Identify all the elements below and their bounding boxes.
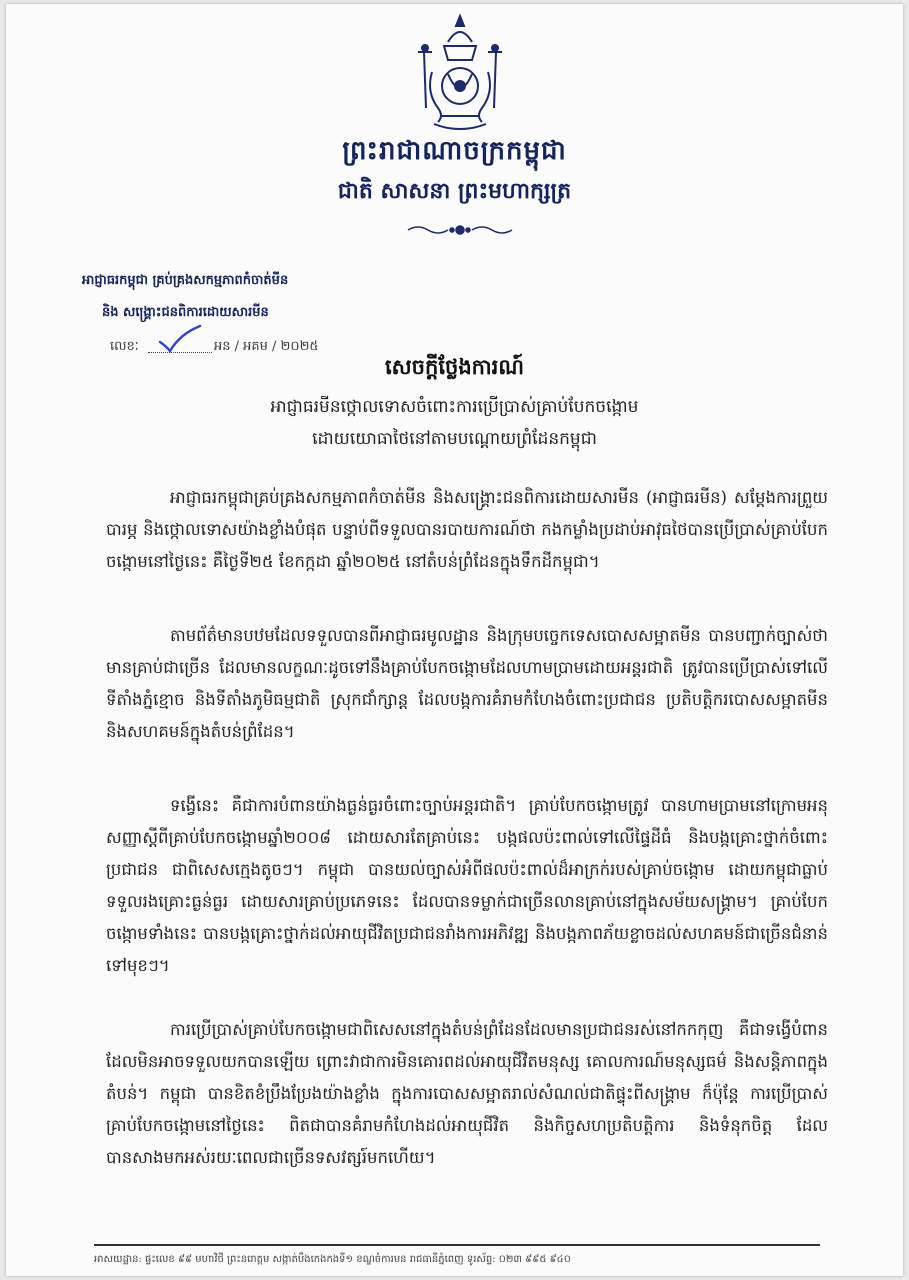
document-subtitle-line2: ដោយយោធាថៃនៅតាមបណ្តោយព្រំដែនកម្ពុជា [312,429,597,449]
paragraph-4: ការប្រើប្រាស់គ្រាប់បែកចង្កោមជាពិសេសនៅក្នុងតំបន់ព្រំដែនដែលមានប្រជាជនរស់នៅកកកុញ គឺជាទង្វើបំពានដែលមិនអាចទទួលយកបានឡើយ ព្រោះវាជាការមិនគោរពដល់អាយុជីវិតមនុស្ស គោលការណ៍មនុស្សធម៌ និងសន្តិភាពក្នុងតំបន់។ កម្ពុជា បានខិតខំប្រឹងប្រែងយ៉ាងខ្លាំង ក្នុងការបោសសម្អាតរាល់សំណល់ជាតិផ្ទុះពីសង្គ្រាម ក៏ប៉ុន្តែ ការប្រើប្រាស់គ្រាប់បែកចង្កោមនៅថ្ងៃនេះ ពិតជាបានគំរាមកំហែងដល់អាយុជីវិត និងកិច្ចសហប្រតិបត្តិការ និងទំនុកចិត្ត ដែលបានសាងមកអស់រយៈពេលជាច្រើនទសវត្សរ៍មកហើយ។ [106,1020,828,1167]
reference-label: លេខៈ [110,339,139,354]
org-name-line2: និង សង្គ្រោះជនពិការដោយសារមីន [102,305,269,320]
footer-address: អាសយដ្ឋាន: ផ្ទះលេខ ៩៩ មហាវិថី ព្រះនរោត្តម សង្កាត់បឹងកេងកងទី១ ខណ្ឌចំការមន រាជធានីភ្នំពេញ ទូរស័ព្ទ: ០២៣ ៩៩៥ ៩៤០ [94,1254,571,1265]
national-motto: ជាតិ សាសនា ព្រះមហាក្សត្រ [337,178,572,204]
document-title: សេចក្តីថ្លែងការណ៍ [385,354,524,379]
footer-divider [94,1244,820,1246]
ornament-divider-icon [404,222,516,238]
royal-emblem-icon [404,12,516,136]
checkmark-icon [154,324,202,354]
paragraph-3: ទង្វើនេះ គឺជាការបំពានយ៉ាងធ្ងន់ធ្ងរចំពោះច្បាប់អន្តរជាតិ។ គ្រាប់បែកចង្កោមត្រូវ បានហាមប្រាមនៅក្រោមអនុសញ្ញាស្តីពីគ្រាប់បែកចង្កោមឆ្នាំ២០០៨ ដោយសារតែគ្រាប់នេះ បង្កផលប៉ះពាល់ទៅលើផ្ទៃដីធំ និងបង្កគ្រោះថ្នាក់ចំពោះប្រជាជន ជាពិសេសក្មេងតូចៗ។ កម្ពុជា បានយល់ច្បាស់អំពីផលប៉ះពាល់ដ៏អាក្រក់របស់គ្រាប់ចង្កោម ដោយកម្ពុជាធ្លាប់ទទួលរងគ្រោះធ្ងន់ធ្ងរ ដោយសារគ្រាប់ប្រភេទនេះ ដែលបានទម្លាក់ជាច្រើនលានគ្រាប់នៅក្នុងសម័យសង្គ្រាម។ គ្រាប់បែកចង្កោមទាំងនេះ បានបង្កគ្រោះថ្នាក់ដល់អាយុជីវិតប្រជាជនរាំងការអភិវឌ្ឍ និងបង្កភាពភ័យខ្លាចដល់សហគមន៍ជាច្រើនជំនាន់ទៅមុខៗ។ [106,796,828,975]
kingdom-heading: ព្រះរាជាណាចក្រកម្ពុជា [342,136,567,166]
reference-suffix: អន / អគម / ២០២៥ [214,339,319,354]
org-name-line1: អាជ្ញាធរកម្ពុជា គ្រប់គ្រងសកម្មភាពកំចាត់មីន [82,273,289,288]
document-subtitle-line1: អាជ្ញាធរមីនថ្កោលទោសចំពោះការប្រើប្រាស់គ្រាប់បែកចង្កោម [270,397,639,417]
paragraph-1: អាជ្ញាធរកម្ពុជាគ្រប់គ្រងសកម្មភាពកំចាត់មីន និងសង្គ្រោះជនពិការដោយសារមីន (អាជ្ញាធរមីន) សម្តែងការព្រួយបារម្ភ និងថ្កោលទោសយ៉ាងខ្លាំងបំផុត បន្ទាប់ពីទទួលបានរបាយការណ៍ថា កងកម្លាំងប្រដាប់អាវុធថៃបានប្រើប្រាស់គ្រាប់បែកចង្កោមនៅថ្ងៃនេះ គឺថ្ងៃទី២៥ ខែកក្កដា ឆ្នាំ២០២៥ នៅតំបន់ព្រំដែនក្នុងទឹកដីកម្ពុជា។ [106,488,828,571]
paragraph-2: តាមព័ត៌មានបឋមដែលទទួលបានពីអាជ្ញាធរមូលដ្ឋាន និងក្រុមបច្ចេកទេសបោសសម្អាតមីន បានបញ្ជាក់ច្បាស់ថា មានគ្រាប់ជាច្រើន ដែលមានលក្ខណៈដូចទៅនឹងគ្រាប់បែកចង្កោមដែលហាមប្រាមដោយអន្តរជាតិ ត្រូវបានប្រើប្រាស់ទៅលើទីតាំងភ្នំខ្មោច និងទីតាំងភូមិធម្មជាតិ ស្រុកជាំក្សាន្ត ដែលបង្កការគំរាមកំហែងចំពោះប្រជាជន ប្រតិបត្តិករបោសសម្អាតមីន និងសហគមន៍ក្នុងតំបន់ព្រំដែន។ [106,626,828,741]
document-page [6,4,903,1276]
